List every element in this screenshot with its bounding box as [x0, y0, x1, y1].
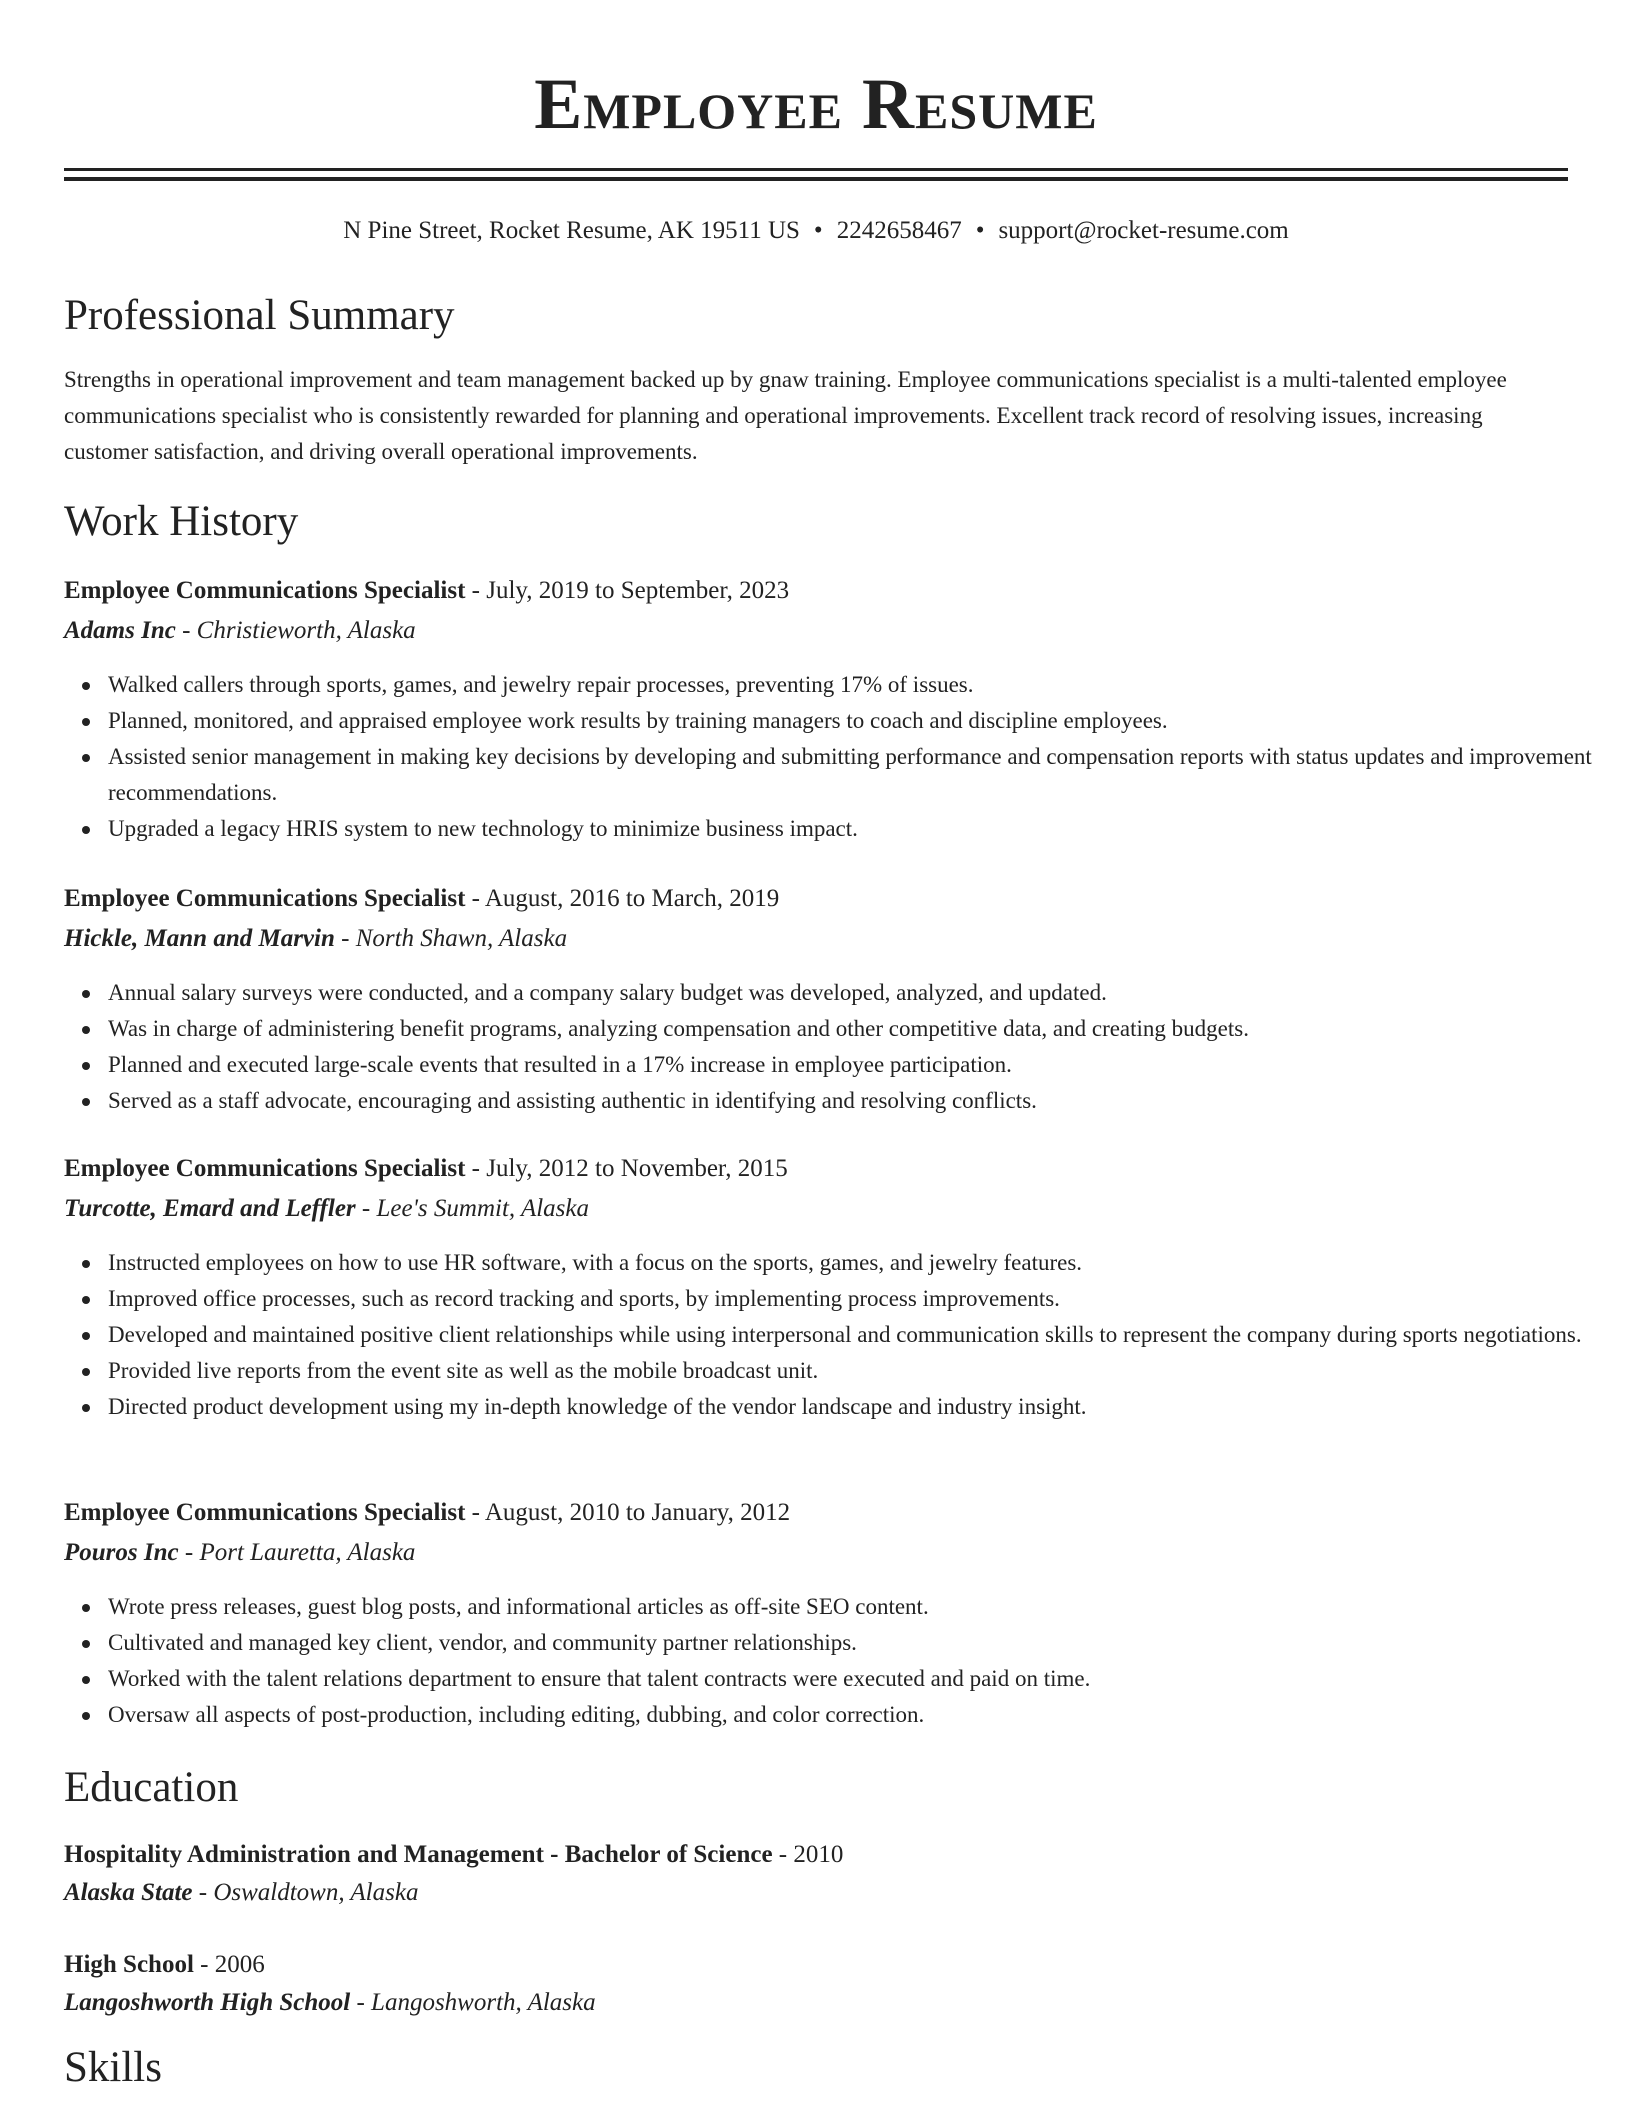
job-title-line — [64, 572, 1568, 610]
job-title-line — [64, 880, 1568, 918]
degree-line — [64, 1946, 1568, 1984]
employer-line — [64, 1190, 1568, 1228]
list-item: Developed and maintained positive client relationships while using interpersonal and communication skills to represent the company during sports negotiations. — [108, 1317, 1612, 1353]
contact-address: N Pine Street, Rocket Resume, AK 19511 US — [343, 217, 800, 244]
list-item: Planned and executed large-scale events that resulted in a 17% increase in employee participation. — [108, 1047, 1612, 1083]
header-divider-thick — [64, 168, 1568, 171]
list-item: Cultivated and managed key client, vendor, and community partner relationships. — [108, 1625, 1612, 1661]
degree-name: High School — [64, 1951, 194, 1978]
list-item: Worked with the talent relations department to ensure that talent contracts were executed and paid on time. — [108, 1661, 1612, 1697]
summary-text: Strengths in operational improvement and team management backed up by gnaw training. Employee communications specialist is a multi-talented employee communications specialist who is consistently rewarded for planning and operational improvements. Excellent track record of resolving issues, increasing customer satisfaction, and driving overall operational improvements. — [64, 367, 1507, 464]
header-divider-thin — [64, 177, 1568, 181]
employer-name: Adams Inc — [64, 617, 176, 644]
school-location: - Oswaldtown, Alaska — [192, 1879, 419, 1906]
school-location: - Langoshworth, Alaska — [350, 1989, 596, 2016]
education-heading: Education — [64, 1764, 239, 1811]
summary-heading: Professional Summary — [64, 292, 455, 339]
job-bullets — [64, 975, 1612, 1119]
employer-location: - Lee's Summit, Alaska — [355, 1195, 589, 1222]
skills-heading: Skills — [64, 2044, 162, 2091]
list-item: Annual salary surveys were conducted, and a company salary budget was developed, analyzed, and updated. — [108, 975, 1612, 1011]
list-item: Improved office processes, such as record tracking and sports, by implementing process improvements. — [108, 1281, 1612, 1317]
employer-line — [64, 1534, 1568, 1572]
job-title-line — [64, 1494, 1568, 1532]
job-title-line — [64, 1150, 1568, 1188]
degree-line — [64, 1836, 1568, 1874]
job-title: Employee Communications Specialist — [64, 1499, 466, 1526]
job-dates: - August, 2016 to March, 2019 — [465, 885, 780, 912]
job-dates: - July, 2012 to November, 2015 — [465, 1155, 788, 1182]
list-item: Upgraded a legacy HRIS system to new technology to minimize business impact. — [108, 811, 1612, 847]
contact-line — [64, 212, 1568, 250]
job-bullets — [64, 1589, 1612, 1733]
degree-year: - 2010 — [772, 1841, 844, 1868]
list-item: Oversaw all aspects of post-production, including editing, dubbing, and color correction. — [108, 1697, 1612, 1733]
job-dates: - August, 2010 to January, 2012 — [465, 1499, 791, 1526]
school-name: Langoshworth High School — [64, 1989, 351, 2016]
list-item: Served as a staff advocate, encouraging and assisting authentic in identifying and resolving conflicts. — [108, 1083, 1612, 1119]
list-item: Instructed employees on how to use HR software, with a focus on the sports, games, and jewelry features. — [108, 1245, 1612, 1281]
list-item: Walked callers through sports, games, and jewelry repair processes, preventing 17% of issues. — [108, 667, 1612, 703]
employer-name: Hickle, Mann and Marvin — [64, 925, 335, 952]
job-title: Employee Communications Specialist — [64, 1155, 466, 1182]
list-item: Wrote press releases, guest blog posts, and informational articles as off-site SEO content. — [108, 1589, 1612, 1625]
employer-location: - Port Lauretta, Alaska — [178, 1539, 416, 1566]
degree-name: Hospitality Administration and Management - Bachelor of Science — [64, 1841, 773, 1868]
list-item: Directed product development using my in-depth knowledge of the vendor landscape and industry insight. — [108, 1389, 1612, 1425]
employer-name: Turcotte, Emard and Leffler — [64, 1195, 356, 1222]
school-line — [64, 1984, 1568, 2022]
employer-location: - North Shawn, Alaska — [334, 925, 568, 952]
job-bullets — [64, 1245, 1612, 1425]
list-item: Was in charge of administering benefit programs, analyzing compensation and other competitive data, and creating budgets. — [108, 1011, 1612, 1047]
contact-separator: • — [975, 217, 985, 244]
employer-name: Pouros Inc — [64, 1539, 179, 1566]
contact-email[interactable]: support@rocket-resume.com — [998, 217, 1289, 244]
resume-title: Employee Resume — [534, 64, 1098, 144]
employer-line — [64, 920, 1568, 958]
employer-location: - Christieworth, Alaska — [175, 617, 416, 644]
employer-line — [64, 612, 1568, 650]
job-title: Employee Communications Specialist — [64, 577, 466, 604]
list-item: Provided live reports from the event site as well as the mobile broadcast unit. — [108, 1353, 1612, 1389]
job-title: Employee Communications Specialist — [64, 885, 466, 912]
list-item: Assisted senior management in making key decisions by developing and submitting performance and compensation reports with status updates and improvement recommendations. — [108, 739, 1612, 811]
work-history-heading: Work History — [64, 498, 299, 545]
contact-separator: • — [813, 217, 823, 244]
job-dates: - July, 2019 to September, 2023 — [465, 577, 790, 604]
degree-year: - 2006 — [193, 1951, 265, 1978]
school-name: Alaska State — [64, 1879, 193, 1906]
school-line — [64, 1874, 1568, 1912]
list-item: Planned, monitored, and appraised employee work results by training managers to coach and discipline employees. — [108, 703, 1612, 739]
contact-phone: 2242658467 — [836, 217, 962, 244]
job-bullets — [64, 667, 1612, 847]
